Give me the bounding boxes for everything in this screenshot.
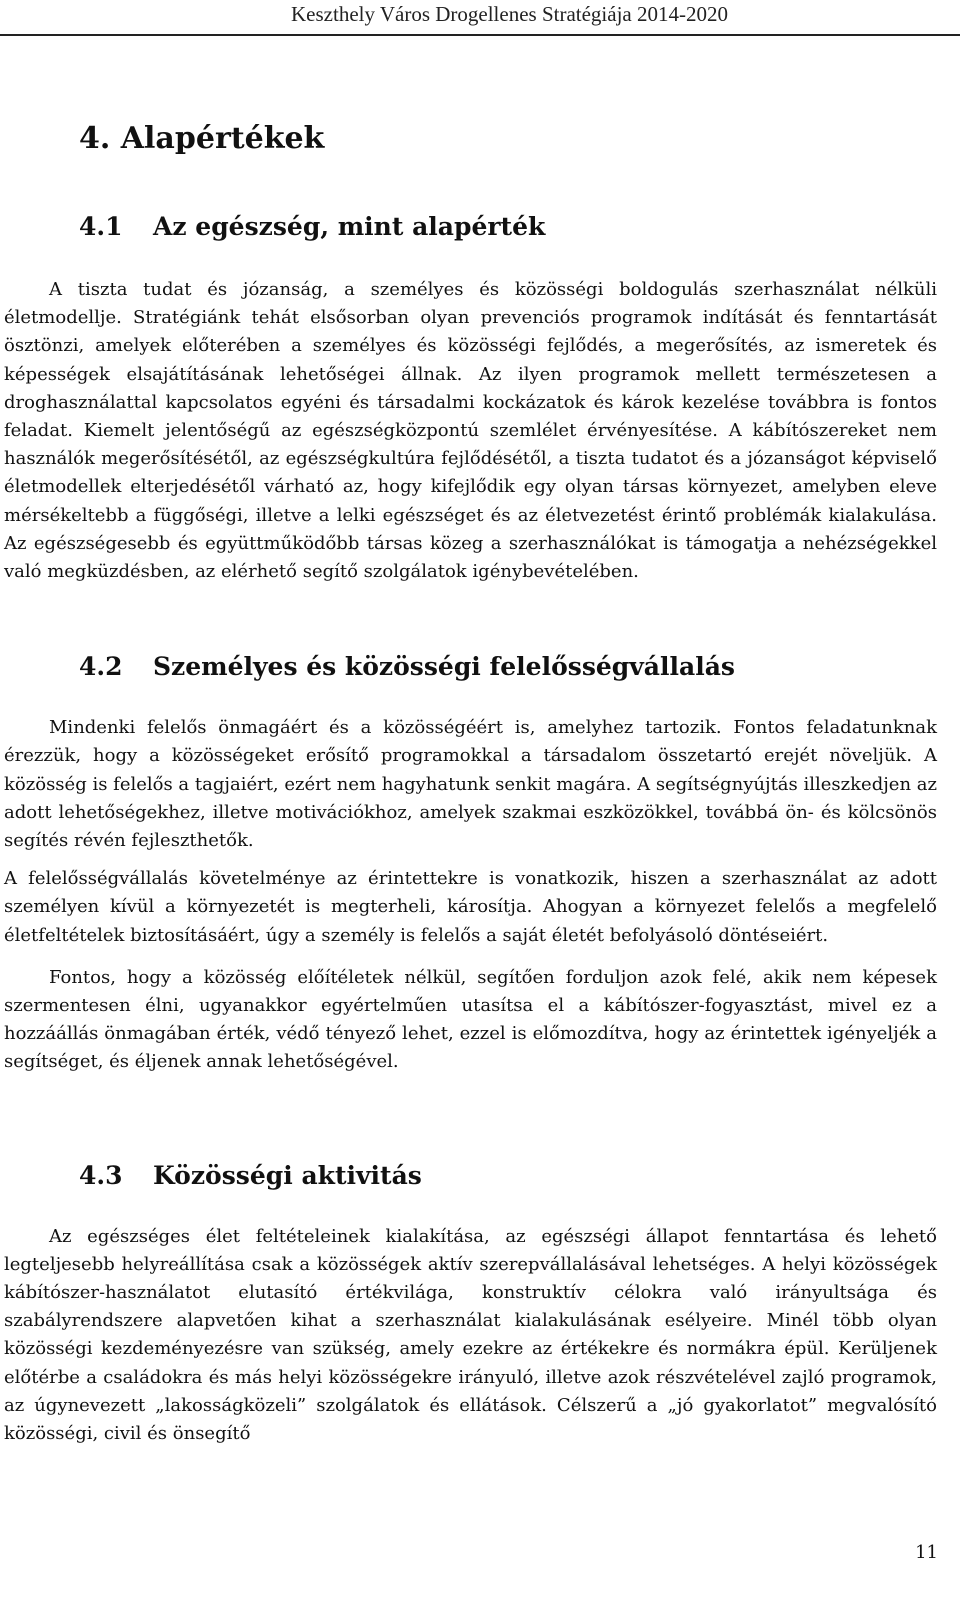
section-heading-4-1 xyxy=(4,204,937,250)
paragraph: Az egészséges élet feltételeinek kialakítása, az egészségi állapot fenntartása és lehető legteljesebb helyreállítása csak a közösségek aktív szerepvállalásával lehetséges. A helyi közösségek kábítószer-használatot elutasító értékvilága, konstruktív célokra való irányultsága és szabályrendszere alapvetően kihat a szerhasználat kialakulásának esélyeire. Minél több olyan közösségi kezdeményezésre van szükség, amely ezekre az értékekre és normákra épül. Kerüljenek előtérbe a családokra és más helyi közösségekre irányuló, illetve azok részvételével zajló programok, az úgynevezett „lakosságközeli” szolgálatok és ellátások. Célszerű a „jó gyakorlatot” megvalósító közösségi, civil és önsegítő xyxy=(4,1225,937,1445)
section-number: 4.2 xyxy=(79,652,123,682)
section-number: 4.3 xyxy=(79,1160,123,1190)
section-number: 4.1 xyxy=(79,212,123,241)
section-title: Közösségi aktivitás xyxy=(153,1160,422,1190)
page-number: 11 xyxy=(915,1542,938,1563)
section-title: Az egészség, mint alapérték xyxy=(153,212,546,241)
section-heading-4-2 xyxy=(4,644,937,690)
running-header-title: Keszthely Város Drogellenes Stratégiája 2014-2020 xyxy=(291,2,728,26)
paragraph: A tiszta tudat és józanság, a személyes és közösségi boldogulás szerhasználat nélküli életmodellje. Stratégiánk tehát elsősorban olyan prevenciós programok indítását és fenntartását ösztönzi, amelyek előterében a személyes és közösségi fejlődés, a megerősítés, az ismeretek és képességek elsajátításának lehetőségei állnak. Az ilyen programok mellett természetesen a droghasználattal kapcsolatos egyéni és társadalmi kockázatok és károk kezelése továbbra is fontos feladat. Kiemelt jelentőségű az egészségközpontú szemlélet érvényesítése. A kábítószereket nem használók megerősítésétől, az egészségkultúra fejlődésétől, a tiszta tudatot és a józanságot képviselő életmodellek elterjedésétől várható az, hogy kifejlődik egy olyan társas környezet, amelyben eleve mérsékeltebb a függőségi, illetve a lelki egészséget és az életvezetést érintő problémák kialakulása. Az egészségesebb és együttműködőbb társas közeg a szerhasználókat is támogatja a nehézségekkel való megküzdésben, az elérhető segítő szolgálatok igénybevételében. xyxy=(4,279,937,583)
running-header xyxy=(0,0,960,36)
paragraph: Mindenki felelős önmagáért és a közösségéért is, amelyhez tartozik. Fontos feladatunknak érezzük, hogy a közösségeket erősítő programokkal a társadalom összetartó erejét növeljük. A közösség is felelős a tagjaiért, ezért nem hagyhatunk senkit magára. A segítségnyújtás illeszkedjen az adott lehetőségekhez, illetve motivációkhoz, amelyek szakmai eszközökkel, továbbá ön- és kölcsönös segítés révén fejleszthetők. xyxy=(4,717,937,852)
chapter-title: 4. Alapértékek xyxy=(79,121,325,156)
paragraph: A felelősségvállalás követelménye az érintettekre is vonatkozik, hiszen a szerhasználat az adott személyen kívül a környezetét is megterheli, károsítja. Ahogyan a környezet felelős a megfelelő életfeltételek biztosításáért, úgy a személy is felelős a saját életét befolyásoló döntéseiért. xyxy=(4,868,937,946)
section-title: Személyes és közösségi felelősségvállalás xyxy=(153,652,735,682)
paragraph: Fontos, hogy a közösség előítéletek nélkül, segítően forduljon azok felé, akik nem képesek szermentesen élni, ugyanakkor egyértelműen utasítsa el a kábítószer-fogyasztást, mivel ez a hozzáállás önmagában érték, védő tényező lehet, ezzel is előmozdítva, hogy az érintettek igényeljék a segítséget, és éljenek annak lehetőségével. xyxy=(4,966,937,1073)
section-heading-4-3 xyxy=(4,1153,937,1199)
document-body xyxy=(4,112,937,1448)
